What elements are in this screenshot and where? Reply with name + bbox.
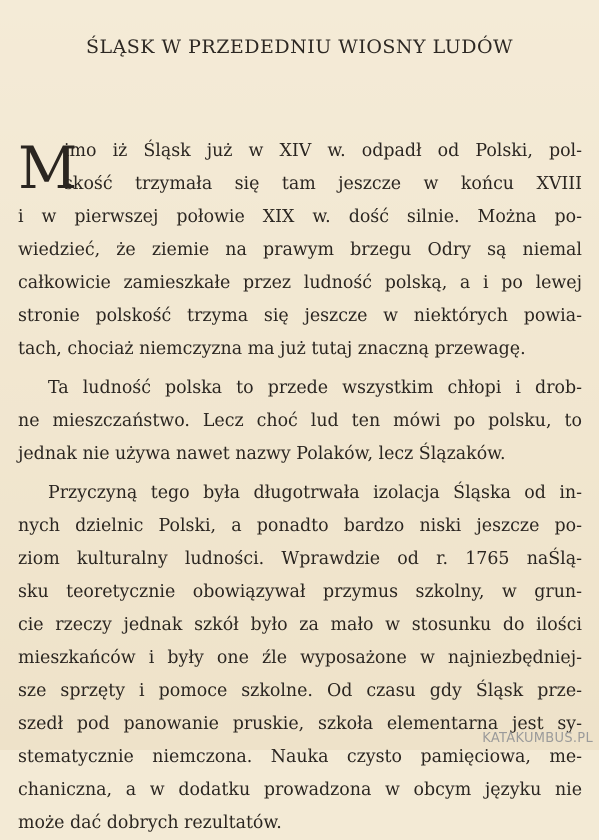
watermark: KATAKUMBUS.PL (482, 731, 593, 746)
paragraph-3 (18, 477, 582, 840)
text-line: tach, chociaż niemczyzna ma już tutaj znaczną przewagę. (18, 339, 526, 359)
text-line: całkowicie zamieszkałe przez ludność polską, a i po lewej (18, 273, 582, 293)
text-line: ziom kulturalny ludności. Wprawdzie od r. 1765 naŚlą- (18, 549, 582, 569)
text-line: jednak nie używa nawet nazwy Polaków, lecz Ślązaków. (18, 444, 506, 464)
text-line: szedł pod panowanie pruskie, szkoła elementarna jest sy- (18, 714, 582, 734)
paragraph-1 (18, 135, 582, 366)
paragraph-2 (18, 372, 582, 471)
text-line: stematycznie niemczona. Nauka czysto pamięciowa, me- (18, 747, 582, 767)
text-line: chaniczna, a w dodatku prowadzona w obcym języku nie (18, 780, 582, 800)
text-line: Ta ludność polska to przede wszystkim chłopi i drob- (48, 378, 582, 398)
text-line: sku teoretycznie obowiązywał przymus szkolny, w grun- (18, 582, 582, 602)
chapter-title: ŚLĄSK W PRZEDEDNIU WIOSNY LUDÓW (85, 36, 514, 58)
text-line: i w pierwszej połowie XIX w. dość silnie. Można po- (18, 207, 582, 227)
text-line: cie rzeczy jednak szkół było za mało w stosunku do ilości (18, 615, 582, 635)
text-line: sze sprzęty i pomoce szkolne. Od czasu gdy Śląsk prze- (18, 681, 582, 701)
text-line: może dać dobrych rezultatów. (18, 813, 282, 833)
text-line: stronie polskość trzyma się jeszcze w niektórych powia- (18, 306, 582, 326)
text-line: mieszkańców i były one źle wyposażone w najniezbędniej- (18, 648, 582, 668)
text-line: skość trzymała się tam jeszcze w końcu XVIII (64, 174, 582, 194)
text-line: nych dzielnic Polski, a ponadto bardzo niski jeszcze po- (18, 516, 582, 536)
drop-cap: M (18, 134, 78, 202)
text-line: imo iż Śląsk już w XIV w. odpadł od Polski, pol- (64, 141, 582, 161)
text-line: wiedzieć, że ziemie na prawym brzegu Odry są niemal (18, 240, 582, 260)
text-line: ne mieszczaństwo. Lecz choć lud ten mówi po polsku, to (18, 411, 582, 431)
text-line: Przyczyną tego była długotrwała izolacja Śląska od in- (48, 483, 582, 503)
